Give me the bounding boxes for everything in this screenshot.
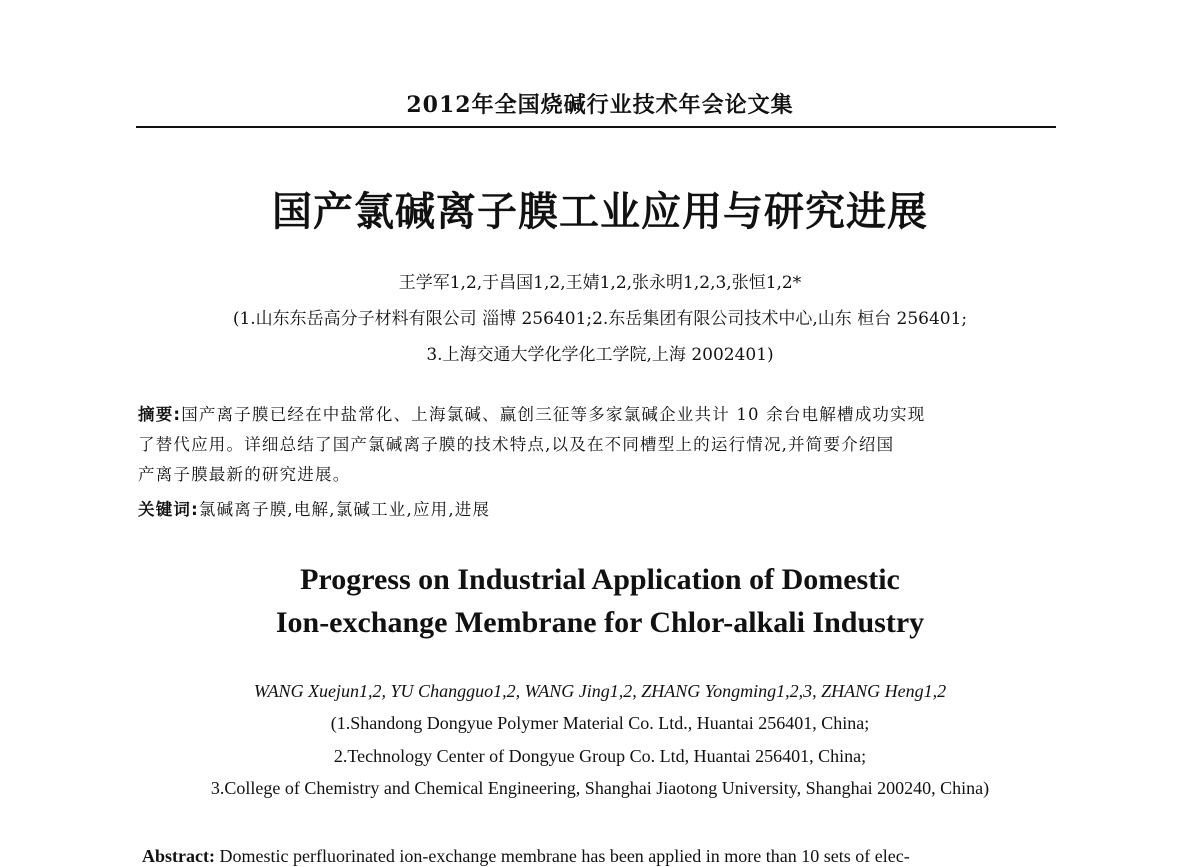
english-abstract-label: Abstract: [142, 846, 215, 866]
chinese-abstract-line [138, 400, 1058, 430]
chinese-abstract-line: 产离子膜最新的研究进展。 [138, 465, 351, 484]
running-header: 2012年全国烧碱行业技术年会论文集 [406, 92, 794, 118]
chinese-keywords-label: 关键词: [138, 500, 199, 519]
english-affiliation-line: 2.Technology Center of Dongyue Group Co. Ltd, Huantai 256401, China; [333, 746, 867, 766]
header-rule [136, 126, 1056, 128]
chinese-abstract-label: 摘要: [138, 405, 182, 424]
english-abstract-text: Domestic perfluorinated ion-exchange membrane has been applied in more than 10 sets of elec- [219, 846, 910, 866]
english-affiliation-line: (1.Shandong Dongyue Polymer Material Co. Ltd., Huantai 256401, China; [330, 713, 870, 733]
chinese-affiliation-line: 3.上海交通大学化学化工学院,上海 2002401) [426, 345, 774, 365]
english-affiliation-line: 3.College of Chemistry and Chemical Engineering, Shanghai Jiaotong University, Shanghai 200240, China) [210, 778, 990, 798]
chinese-abstract-text: 国产离子膜已经在中盐常化、上海氯碱、赢创三征等多家氯碱企业共计 10 余台电解槽成功实现 [181, 405, 926, 424]
chinese-keywords-text: 氯碱离子膜,电解,氯碱工业,应用,进展 [198, 500, 491, 519]
chinese-affiliation-line: (1.山东东岳高分子材料有限公司 淄博 256401;2.东岳集团有限公司技术中心,山东 桓台 256401; [232, 309, 968, 329]
english-title-line: Progress on Industrial Application of Domestic [300, 563, 900, 596]
chinese-authors: 王学军1,2,于昌国1,2,王婧1,2,张永明1,2,3,张恒1,2* [398, 273, 802, 293]
chinese-title: 国产氯碱离子膜工业应用与研究进展 [272, 189, 928, 235]
english-abstract [142, 846, 1062, 867]
english-title-line: Ion-exchange Membrane for Chlor-alkali Industry [275, 606, 925, 639]
chinese-abstract-line: 了替代应用。详细总结了国产氯碱离子膜的技术特点,以及在不同槽型上的运行情况,并简要介绍国 [138, 435, 895, 454]
chinese-keywords [138, 496, 1058, 520]
english-authors: WANG Xuejun1,2, YU Changguo1,2, WANG Jing1,2, ZHANG Yongming1,2,3, ZHANG Heng1,2 [253, 681, 947, 701]
